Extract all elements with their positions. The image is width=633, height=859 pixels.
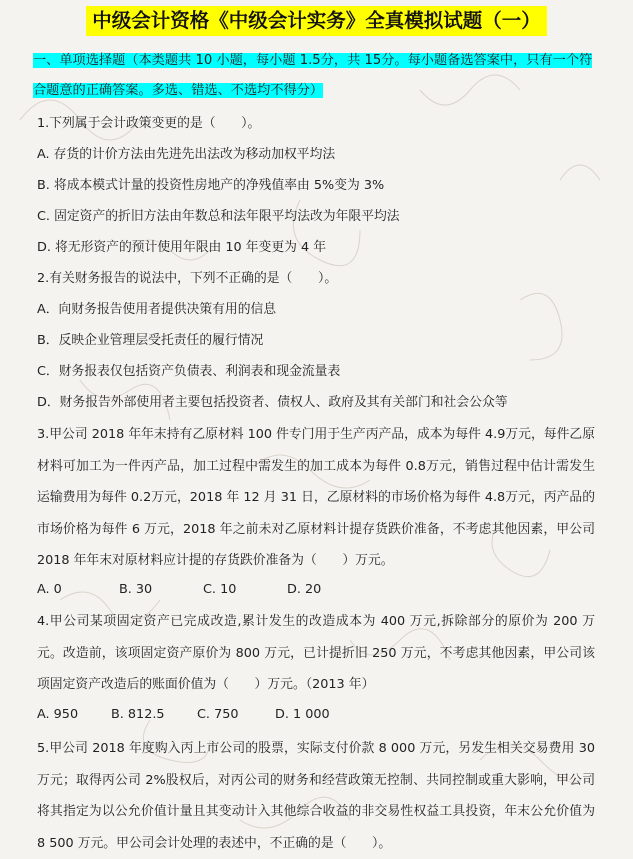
q4-option-c: C. 750: [197, 707, 239, 722]
q1-option-a: A. 存货的计价方法由先进先出法改为移动加权平均法: [37, 147, 336, 162]
q1-option-c: C. 固定资产的折旧方法由年数总和法年限平均法改为年限平均法: [37, 209, 400, 224]
q2-option-b: B．反映企业管理层受托责任的履行情况: [37, 333, 264, 348]
q3-stem: 3.甲公司 2018 年年末持有乙原材料 100 件专门用于生产丙产品，成本为每件 4.9万元，每件乙原材料可加工为一件丙产品，加工过程中需发生的加工成本为每件 0.8万元，销售过程中估计需发生运输费用为每件 0.2万元，2018 年 12 月 31 日，乙原材料的市场价格为每件 4.8万元，丙产品的市场价格为每件 6 万元，2018 年之前未对乙原材料计提存货跌价准备，不考虑其他因素，甲公司 2018 年年末对原材料应计提的存货跌价准备为（ ）万元。: [37, 427, 595, 568]
q4-option-d: D. 1 000: [275, 707, 330, 722]
q1-option-b: B. 将成本模式计量的投资性房地产的净残值率由 5%变为 3%: [37, 178, 385, 193]
section-heading: [33, 46, 595, 106]
title-bar: [0, 6, 633, 36]
q1-option-d: D. 将无形资产的预计使用年限由 10 年变更为 4 年: [37, 240, 327, 255]
q3-option-c: C. 10: [203, 582, 237, 597]
q3-option-a: A. 0: [37, 582, 62, 597]
q2-option-d: D．财务报告外部使用者主要包括投资者、债权人、政府及其有关部门和社会公众等: [37, 395, 508, 410]
q4-option-a: A. 950: [37, 707, 79, 722]
q3-option-d: D. 20: [287, 582, 322, 597]
q3-option-b: B. 30: [119, 582, 153, 597]
q3-options: [37, 580, 321, 600]
q1-stem: 1.下列属于会计政策变更的是（ ）。: [37, 116, 261, 131]
q4-stem: 4.甲公司某项固定资产已完成改造,累计发生的改造成本为 400 万元,拆除部分的原价为 200 万元。改造前，该项固定资产原价为 800 万元，已计提折旧 250 万元，不考虑其他因素，甲公司该项固定资产改造后的账面价值为（ ）万元。（2013 年）: [37, 614, 595, 692]
q4-option-b: B. 812.5: [111, 707, 165, 722]
section-heading-text: 一、单项选择题（本类题共 10 小题，每小题 1.5分，共 15分。每小题备选答案中，只有一个符合题意的正确答案。多选、错选、不选均不得分）: [33, 53, 593, 98]
q2-option-c: C．财务报表仅包括资产负债表、利润表和现金流量表: [37, 364, 341, 379]
page-title: 中级会计资格《中级会计实务》全真模拟试题（一）: [86, 6, 547, 36]
q4-options: [37, 705, 330, 725]
q2-stem: 2.有关财务报告的说法中，下列不正确的是（ ）。: [37, 271, 338, 286]
q2-option-a: A．向财务报告使用者提供决策有用的信息: [37, 302, 277, 317]
q5-stem: 5.甲公司 2018 年度购入丙上市公司的股票，实际支付价款 8 000 万元，另发生相关交易费用 30 万元；取得丙公司 2%股权后，对丙公司的财务和经营政策无控制、共同控制或重大影响，甲公司将其指定为以公允价值计量且其变动计入其他综合收益的非交易性权益工具投资，年末公允价值为 8 500 万元。甲公司会计处理的表述中，不正确的是（ ）。: [37, 741, 595, 851]
